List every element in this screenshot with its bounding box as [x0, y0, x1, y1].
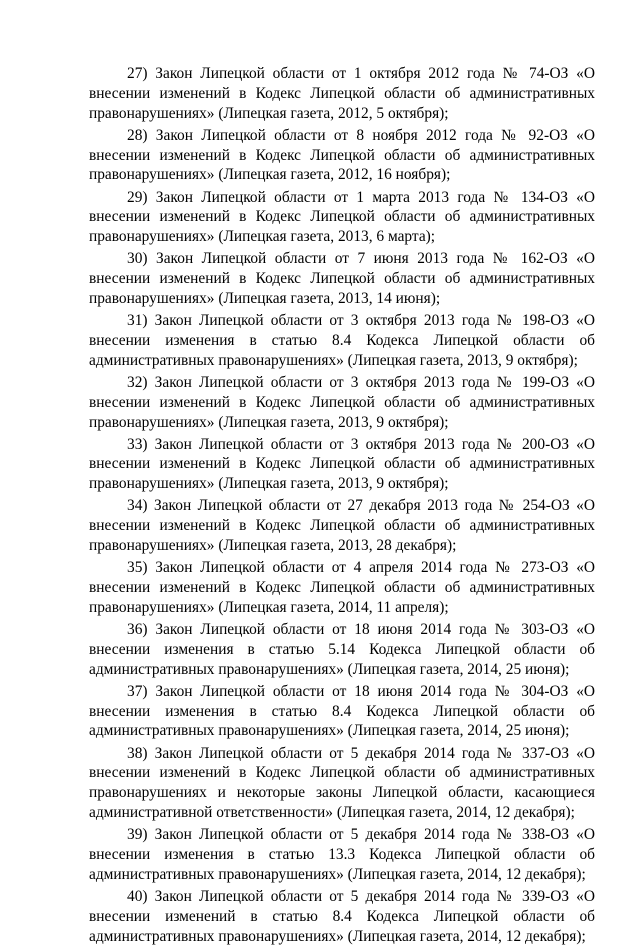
- list-item: 36) Закон Липецкой области от 18 июня 2014 года № 303-ОЗ «О внесении изменения в статью 5.14 Кодекса Липецкой области об административных правонарушениях» (Липецкая газета, 2014, 25 июня);: [89, 621, 595, 678]
- document-page: [89, 64, 595, 949]
- list-item: 35) Закон Липецкой области от 4 апреля 2014 года № 273-ОЗ «О внесении изменений в Кодекс Липецкой области об административных правонарушениях» (Липецкая газета, 2014, 11 апреля);: [89, 559, 595, 616]
- list-item: 27) Закон Липецкой области от 1 октября 2012 года № 74-ОЗ «О внесении изменений в Кодекс Липецкой области об административных правонарушениях» (Липецкая газета, 2012, 5 октября);: [89, 65, 595, 122]
- list-item: 29) Закон Липецкой области от 1 марта 2013 года № 134-ОЗ «О внесении изменений в Кодекс Липецкой области об административных правонарушениях» (Липецкая газета, 2013, 6 марта);: [89, 188, 595, 246]
- list-item: 37) Закон Липецкой области от 18 июня 2014 года № 304-ОЗ «О внесении изменения в статью 8.4 Кодекса Липецкой области об административных правонарушениях» (Липецкая газета, 2014, 25 июня);: [89, 682, 595, 740]
- list-item: 28) Закон Липецкой области от 8 ноября 2012 года № 92-ОЗ «О внесении изменений в Кодекс Липецкой области об административных правонарушениях» (Липецкая газета, 2012, 16 ноября);: [89, 126, 595, 184]
- list-item: 33) Закон Липецкой области от 3 октября 2013 года № 200-ОЗ «О внесении изменений в Кодекс Липецкой области об административных правонарушениях» (Липецкая газета, 2013, 9 октября);: [89, 435, 595, 493]
- list-item: 38) Закон Липецкой области от 5 декабря 2014 года № 337-ОЗ «О внесении изменений в Кодекс Липецкой области об административных правонарушениях и некоторые законы Липецкой области, касающиеся административной ответственности» (Липецкая газета, 2014, 12 декабря);: [89, 744, 595, 821]
- list-item: 30) Закон Липецкой области от 7 июня 2013 года № 162-ОЗ «О внесении изменений в Кодекс Липецкой области об административных правонарушениях» (Липецкая газета, 2013, 14 июня);: [89, 250, 595, 307]
- list-item: 31) Закон Липецкой области от 3 октября 2013 года № 198-ОЗ «О внесении изменения в статью 8.4 Кодекса Липецкой области об административных правонарушениях» (Липецкая газета, 2013, 9 октября);: [89, 312, 595, 369]
- list-item: 32) Закон Липецкой области от 3 октября 2013 года № 199-ОЗ «О внесении изменений в Кодекс Липецкой области об административных правонарушениях» (Липецкая газета, 2013, 9 октября);: [89, 373, 595, 431]
- list-item: 40) Закон Липецкой области от 5 декабря 2014 года № 339-ОЗ «О внесении изменений в статью 8.4 Кодекса Липецкой области об административных правонарушениях» (Липецкая газета, 2014, 12 декабря);: [89, 887, 595, 945]
- list-item: 34) Закон Липецкой области от 27 декабря 2013 года № 254-ОЗ «О внесении изменений в Кодекс Липецкой области об административных правонарушениях» (Липецкая газета, 2013, 28 декабря);: [89, 497, 595, 555]
- list-item: 39) Закон Липецкой области от 5 декабря 2014 года № 338-ОЗ «О внесении изменения в статью 13.3 Кодекса Липецкой области об административных правонарушениях» (Липецкая газета, 2014, 12 декабря);: [89, 826, 595, 883]
